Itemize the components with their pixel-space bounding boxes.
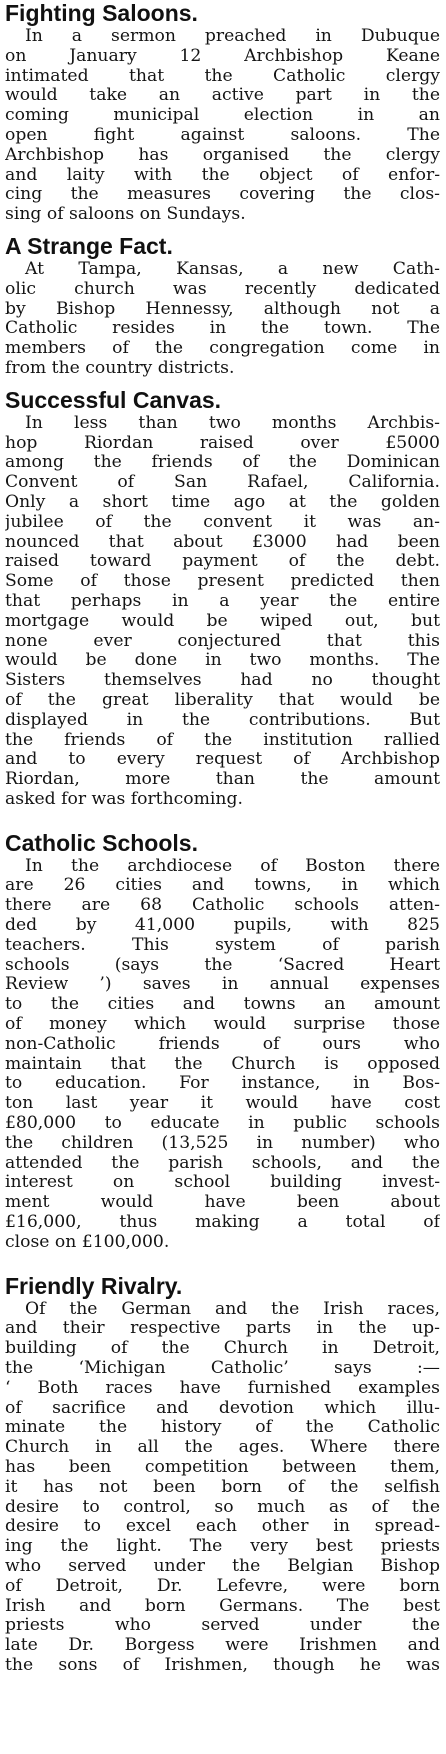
article-text-line: maintain that the Church is opposed [5, 1054, 440, 1074]
article-text-line: Convent of San Rafael, California. [5, 473, 440, 493]
article-text-line: In the archdiocese of Boston there [25, 856, 440, 876]
article-text-line: would take an active part in the [5, 86, 440, 106]
article-spacer [5, 810, 440, 830]
article-text-line: In less than two months Archbis- [25, 413, 440, 433]
article-text-line: priests who served under the [5, 1616, 440, 1636]
article-text-line: jubilee of the convent it was an- [5, 512, 440, 532]
article-headline: Friendly Rivalry. [5, 1272, 183, 1299]
article-text-line: ing the light. The very best priests [5, 1537, 440, 1557]
article-fighting-saloons [5, 0, 440, 225]
article-text-line: Archbishop has organised the clergy [5, 145, 440, 165]
article-text-line: ‘ Both races have furnished examples [5, 1378, 440, 1398]
article-text-line: of money which would surprise those [5, 1015, 440, 1035]
article-headline: A Strange Fact. [5, 232, 173, 259]
article-text-line: Riordan, more than the amount [5, 770, 440, 790]
article-spacer [5, 379, 440, 387]
article-text-line: late Dr. Borgess were Irishmen and [5, 1636, 440, 1656]
article-text-line: asked for was forthcoming. [5, 789, 243, 809]
article-text-line: schools (says the ‘Sacred Heart [5, 955, 440, 975]
article-text-line: minate the history of the Catholic [5, 1418, 440, 1438]
article-spacer [5, 225, 440, 233]
article-text-line: Only a short time ago at the golden [5, 492, 440, 512]
article-text-line: of the great liberality that would be [5, 690, 440, 710]
article-headline: Successful Canvas. [5, 386, 222, 413]
article-catholic-schools [5, 830, 440, 1253]
article-text-line: coming municipal election in an [5, 106, 440, 126]
article-text-line: ment would have been about [5, 1193, 440, 1213]
article-text-line: Some of those present predicted then [5, 572, 440, 592]
article-text-line: from the country districts. [5, 358, 235, 378]
article-text-line: the children (13,525 in number) who [5, 1133, 440, 1153]
article-text-line: building of the Church in Detroit, [5, 1339, 440, 1359]
article-text-line: Of the German and the Irish races, [25, 1299, 440, 1319]
article-text-line: interest on school building invest- [5, 1173, 440, 1193]
article-text-line: Catholic resides in the town. The [5, 319, 440, 339]
article-text-line: Church in all the ages. Where there [5, 1438, 440, 1458]
article-text-line: intimated that the Catholic clergy [5, 66, 440, 86]
article-text-line: teachers. This system of parish [5, 935, 440, 955]
article-text-line: hop Riordan raised over £5000 [5, 433, 440, 453]
article-headline: Fighting Saloons. [5, 0, 198, 26]
article-spacer [5, 1253, 440, 1273]
article-text-line: the ‘Michigan Catholic’ says :— [5, 1359, 440, 1379]
article-text-line: to the cities and towns an amount [5, 995, 440, 1015]
article-text-line: £80,000 to educate in public schools [5, 1114, 440, 1134]
article-headline: Catholic Schools. [5, 829, 198, 856]
article-friendly-rivalry [5, 1273, 440, 1676]
article-text-line: are 26 cities and towns, in which [5, 876, 440, 896]
article-text-line: members of the congregation come in [5, 339, 440, 359]
article-text-line: At Tampa, Kansas, a new Cath- [25, 259, 440, 279]
article-text-line: there are 68 Catholic schools atten- [5, 896, 440, 916]
article-text-line: it has not been born of the selfish [5, 1477, 440, 1497]
article-text-line: olic church was recently dedicated [5, 279, 440, 299]
article-text-line: desire to excel each other in spread- [5, 1517, 440, 1537]
article-text-line: and to every request of Archbishop [5, 750, 440, 770]
article-text-line: to education. For instance, in Bos- [5, 1074, 440, 1094]
article-text-line: desire to control, so much as of the [5, 1497, 440, 1517]
article-text-line: by Bishop Hennessy, although not a [5, 299, 440, 319]
article-text-line: among the friends of the Dominican [5, 453, 440, 473]
article-text-line: non-Catholic friends of ours who [5, 1034, 440, 1054]
article-text-line: £16,000, thus making a total of [5, 1213, 440, 1233]
article-successful-canvas [5, 387, 440, 810]
article-text-line: and laity with the object of enfor- [5, 165, 440, 185]
article-text-line: on January 12 Archbishop Keane [5, 46, 440, 66]
article-text-line: of sacrifice and devotion which illu- [5, 1398, 440, 1418]
article-text-line: mortgage would be wiped out, but [5, 611, 440, 631]
article-text-line: Irish and born Germans. The best [5, 1596, 440, 1616]
article-text-line: has been competition between them, [5, 1458, 440, 1477]
article-text-line: In a sermon preached in Dubuque [25, 27, 440, 46]
article-text-line: sing of saloons on Sundays. [5, 205, 246, 225]
article-text-line: raised toward payment of the debt. [5, 552, 440, 572]
article-text-line: ded by 41,000 pupils, with 825 [5, 916, 440, 936]
article-text-line: ton last year it would have cost [5, 1094, 440, 1114]
article-text-line: displayed in the contributions. But [5, 710, 440, 730]
article-text-line: nounced that about £3000 had been [5, 532, 440, 552]
article-text-line: of Detroit, Dr. Lefevre, were born [5, 1576, 440, 1596]
article-text-line: none ever conjectured that this [5, 631, 440, 651]
article-text-line: attended the parish schools, and the [5, 1153, 440, 1173]
article-text-line: open fight against saloons. The [5, 125, 440, 145]
article-text-line: and their respective parts in the up- [5, 1319, 440, 1339]
article-text-line: the friends of the institution rallied [5, 730, 440, 750]
article-text-line: who served under the Belgian Bishop [5, 1556, 440, 1576]
article-text-line: Review ’) saves in annual expenses [5, 975, 440, 995]
article-text-line: the sons of Irishmen, though he was [5, 1655, 440, 1675]
article-text-line: that perhaps in a year the entire [5, 591, 440, 611]
article-a-strange-fact [5, 233, 440, 379]
article-text-line: cing the measures covering the clos- [5, 185, 440, 205]
article-text-line: Sisters themselves had no thought [5, 671, 440, 691]
article-text-line: close on £100,000. [5, 1232, 170, 1252]
article-text-line: would be done in two months. The [5, 651, 440, 671]
